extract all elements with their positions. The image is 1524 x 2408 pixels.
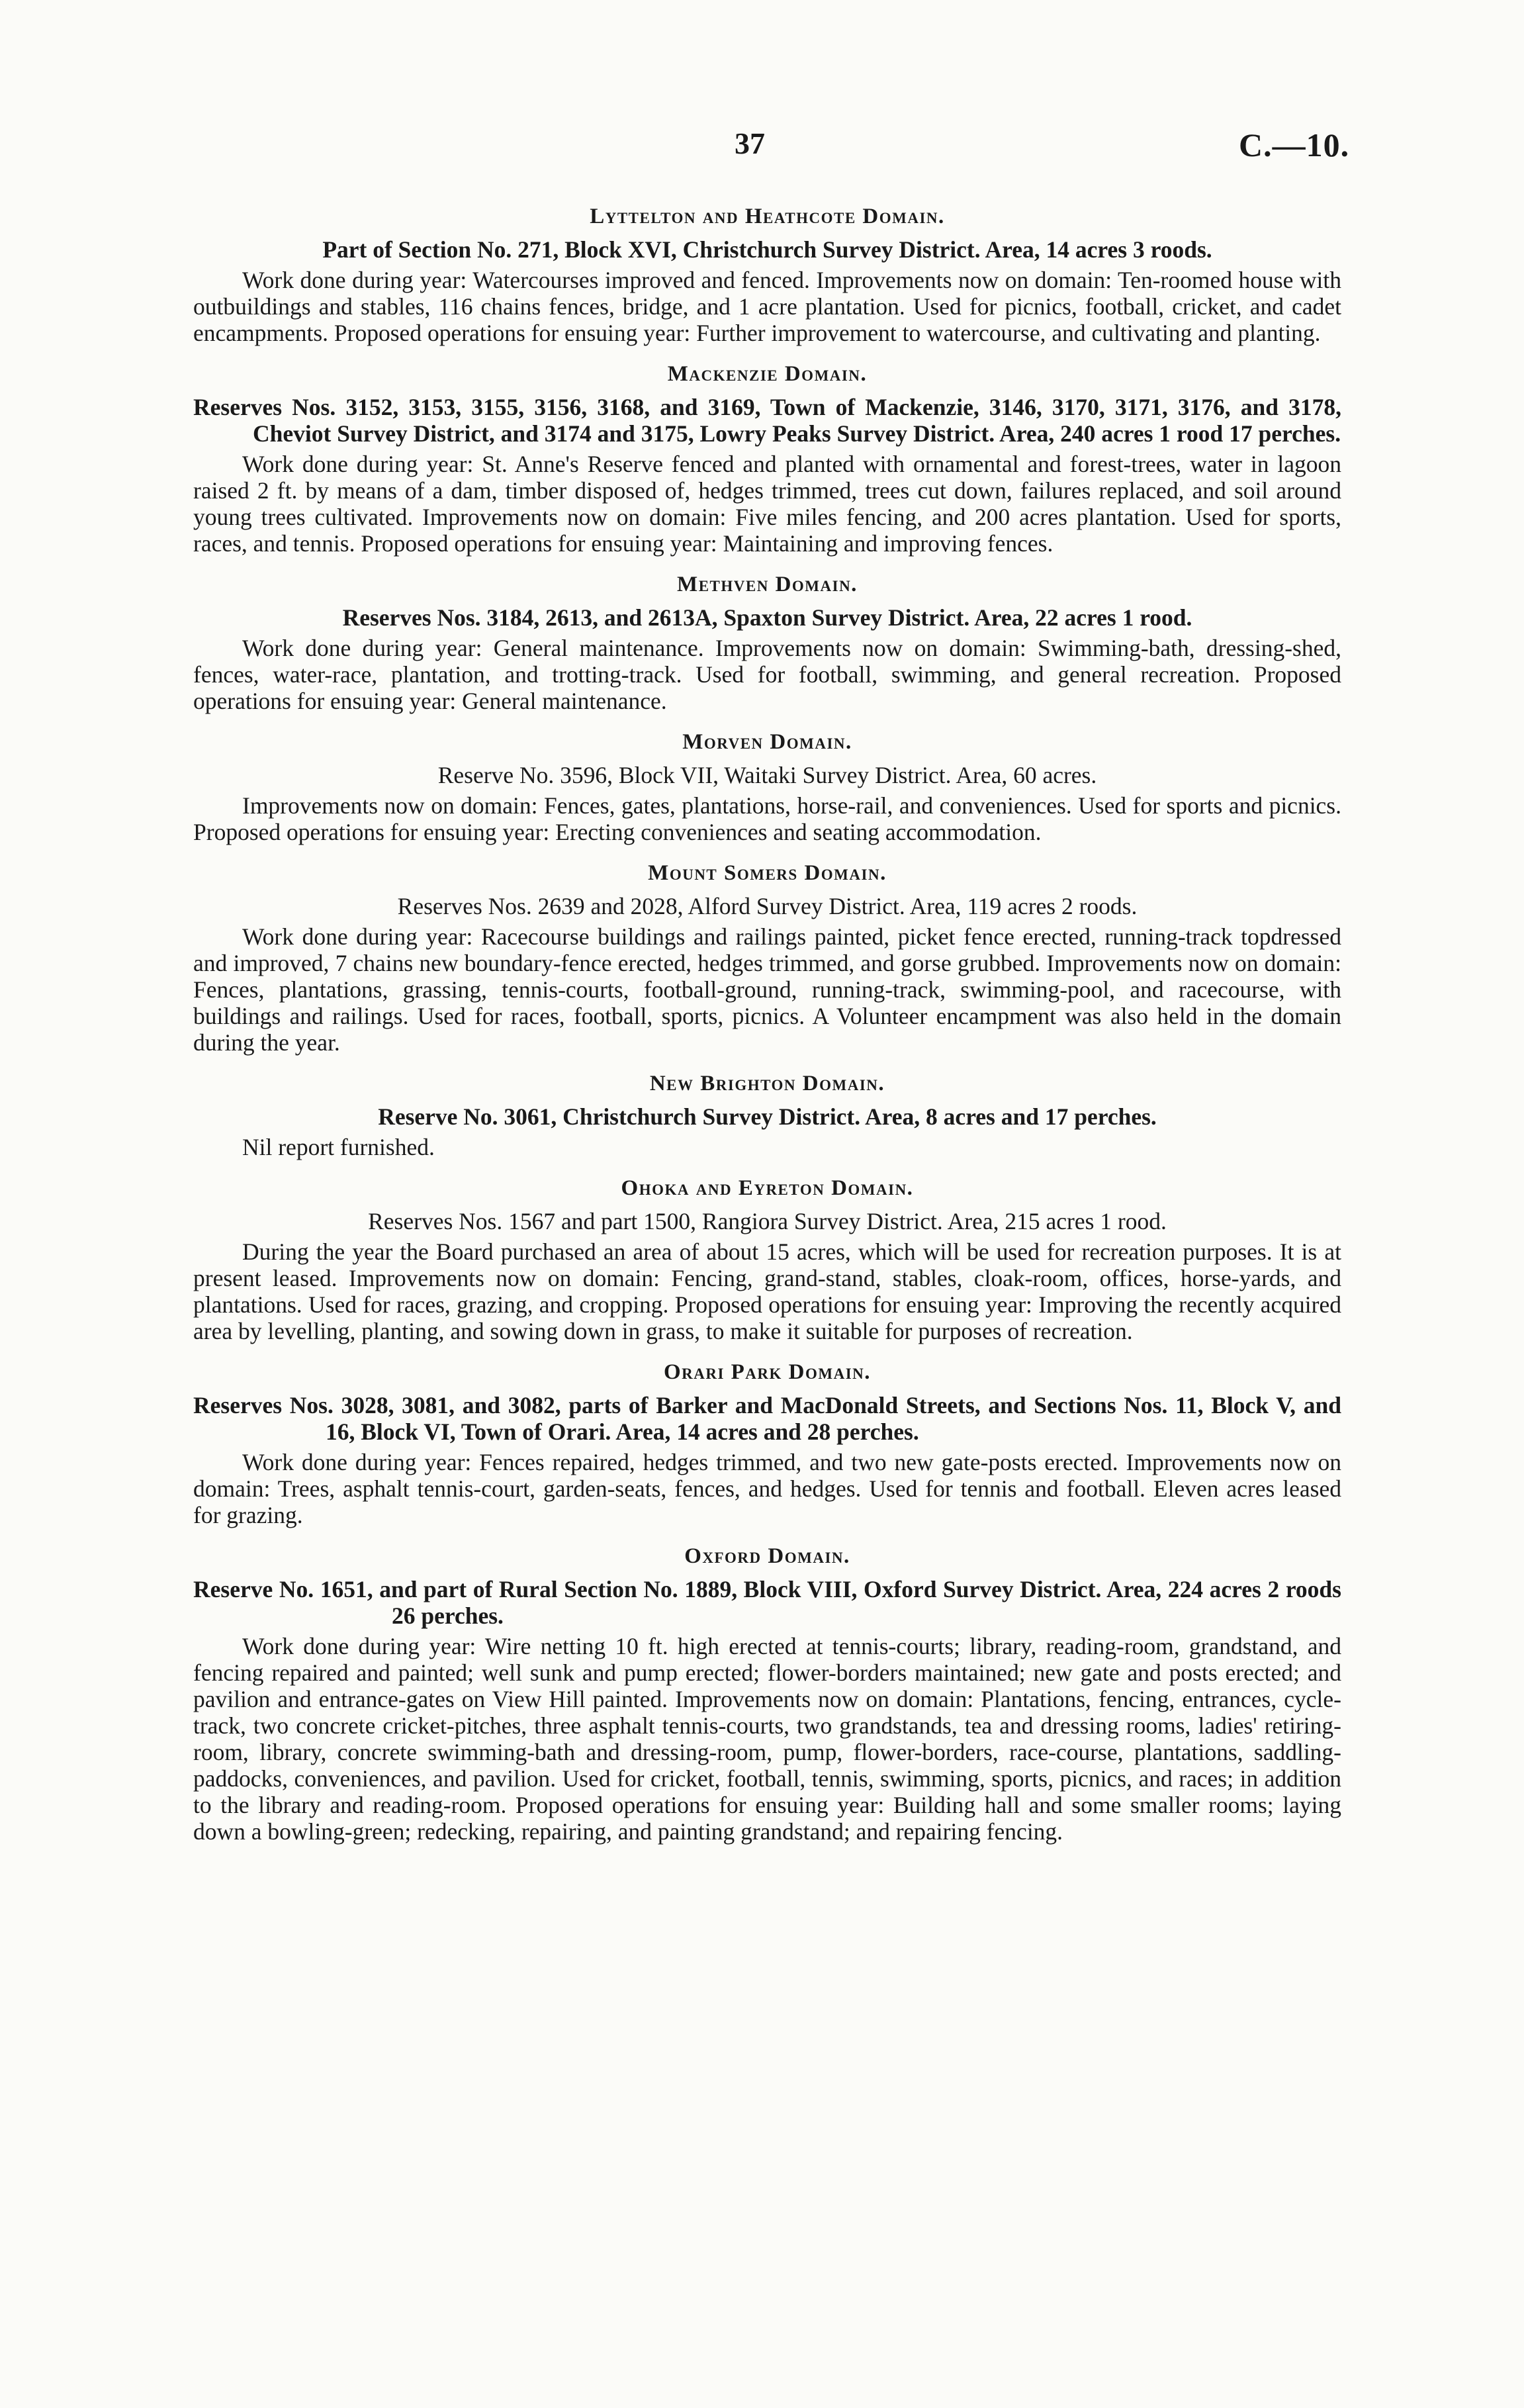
section-methven: [193, 571, 1341, 714]
section-heading: Morven Domain.: [682, 730, 852, 754]
section-heading: New Brighton Domain.: [649, 1072, 885, 1095]
reserve-description: Reserve No. 3596, Block VII, Waitaki Survey District. Area, 60 acres.: [437, 762, 1097, 788]
section-heading: Methven Domain.: [677, 573, 858, 596]
section-new-brighton: [193, 1070, 1341, 1160]
section-paragraph: Improvements now on domain: Fences, gates, plantations, horse-rail, and conveniences. Used for sports and picnics. Proposed operations for ensuing year: Erecting conveniences and seating accommodation.: [193, 792, 1341, 845]
section-heading: Mount Somers Domain.: [648, 861, 887, 885]
section-mount-somers: [193, 860, 1341, 1056]
section-paragraph: Work done during year: General maintenance. Improvements now on domain: Swimming-bath, dressing-shed, fences, water-race, plantation, and trotting-track. Used for football, swimming, and general recreation. Proposed operations for ensuing year: General maintenance.: [193, 635, 1341, 714]
section-oxford: [193, 1543, 1341, 1845]
reserve-description: Reserve No. 3061, Christchurch Survey District. Area, 8 acres and 17 perches.: [378, 1103, 1157, 1130]
document-reference: C.—10.: [1239, 126, 1350, 163]
section-morven: [193, 729, 1341, 845]
reserve-description: Reserves Nos. 2639 and 2028, Alford Survey District. Area, 119 acres 2 roods.: [397, 893, 1138, 919]
section-orari-park: [193, 1359, 1341, 1528]
page-number: 37: [735, 126, 765, 160]
reserve-description: Part of Section No. 271, Block XVI, Christchurch Survey District. Area, 14 acres 3 roods.: [322, 236, 1212, 263]
reserve-description: Reserves Nos. 3028, 3081, and 3082, parts of Barker and MacDonald Streets, and Sections Nos. 11, Block V, and 16, Block VI, Town of Orari. Area, 14 acres and 28 perches.: [193, 1392, 1341, 1445]
nil-report-note: Nil report furnished.: [242, 1134, 435, 1160]
section-paragraph: Work done during year: Watercourses improved and fenced. Improvements now on domain: Ten-roomed house with outbuildings and stables, 116 chains fences, bridge, and 1 acre plantation. Used for picnics, football, cricket, and cadet encampments. Proposed operations for ensuing year: Further improvement to watercourse, and cultivating and planting.: [193, 267, 1341, 346]
section-paragraph: Work done during year: Racecourse buildings and railings painted, picket fence erected, running-track topdressed and improved, 7 chains new boundary-fence erected, hedges trimmed, and gorse grubbed. Improvements now on domain: Fences, plantations, grassing, tennis-courts, football-ground, running-track, swimming-pool, and racecourse, with buildings and railings. Used for races, football, sports, picnics. A Volunteer encampment was also held in the domain during the year.: [193, 923, 1341, 1056]
reserve-description: Reserve No. 1651, and part of Rural Section No. 1889, Block VIII, Oxford Survey District. Area, 224 acres 2 roods 26 perches.: [193, 1576, 1341, 1629]
section-mackenzie: [193, 361, 1341, 557]
section-lyttelton-heathcote: [193, 203, 1341, 346]
section-heading: Oxford Domain.: [684, 1544, 850, 1568]
section-heading: Lyttelton and Heathcote Domain.: [590, 205, 945, 228]
reserve-description: Reserves Nos. 1567 and part 1500, Rangiora Survey District. Area, 215 acres 1 rood.: [368, 1208, 1167, 1234]
section-paragraph: Work done during year: Fences repaired, hedges trimmed, and two new gate-posts erected. Improvements now on domain: Trees, asphalt tennis-court, garden-seats, fences, and hedges. Used for tennis and football. Eleven acres leased for grazing.: [193, 1449, 1341, 1528]
section-heading: Ohoka and Eyreton Domain.: [621, 1176, 914, 1200]
reserve-description: Reserves Nos. 3184, 2613, and 2613A, Spaxton Survey District. Area, 22 acres 1 rood.: [342, 604, 1192, 631]
section-ohoka-eyreton: [193, 1175, 1341, 1344]
section-paragraph: Work done during year: St. Anne's Reserve fenced and planted with ornamental and forest-trees, water in lagoon raised 2 ft. by means of a dam, timber disposed of, hedges trimmed, trees cut down, failures replaced, and soil around young trees cultivated. Improvements now on domain: Five miles fencing, and 200 acres plantation. Used for sports, races, and tennis. Proposed operations for ensuing year: Maintaining and improving fences.: [193, 451, 1341, 557]
reserve-description: Reserves Nos. 3152, 3153, 3155, 3156, 3168, and 3169, Town of Mackenzie, 3146, 3170, 3171, 3176, and 3178, Cheviot Survey District, and 3174 and 3175, Lowry Peaks Survey District. Area, 240 acres 1 rood 17 perches.: [193, 394, 1341, 447]
section-heading: Mackenzie Domain.: [667, 362, 868, 386]
section-paragraph: During the year the Board purchased an area of about 15 acres, which will be used for recreation purposes. It is at present leased. Improvements now on domain: Fencing, grand-stand, stables, cloak-room, offices, horse-yards, and plantations. Used for races, grazing, and cropping. Proposed operations for ensuing year: Improving the recently acquired area by levelling, planting, and sowing down in grass, to make it suitable for purposes of recreation.: [193, 1238, 1341, 1344]
section-heading: Orari Park Domain.: [663, 1360, 872, 1384]
section-paragraph: Work done during year: Wire netting 10 ft. high erected at tennis-courts; library, reading-room, grandstand, and fencing repaired and painted; well sunk and pump erected; flower-borders maintained; new gate and posts erected; and pavilion and entrance-gates on View Hill painted. Improvements now on domain: Plantations, fencing, entrances, cycle-track, two concrete cricket-pitches, three asphalt tennis-courts, two grandstands, tea and dressing rooms, ladies' retiring-room, library, concrete swimming-bath and dressing-room, pump, flower-borders, race-course, plantations, saddling-paddocks, conveniences, and pavilion. Used for cricket, football, tennis, swimming, sports, picnics, and races; in addition to the library and reading-room. Proposed operations for ensuing year: Building hall and some smaller rooms; laying down a bowling-green; redecking, repairing, and painting grandstand; and repairing fencing.: [193, 1633, 1341, 1845]
page-content: [193, 189, 1341, 1858]
